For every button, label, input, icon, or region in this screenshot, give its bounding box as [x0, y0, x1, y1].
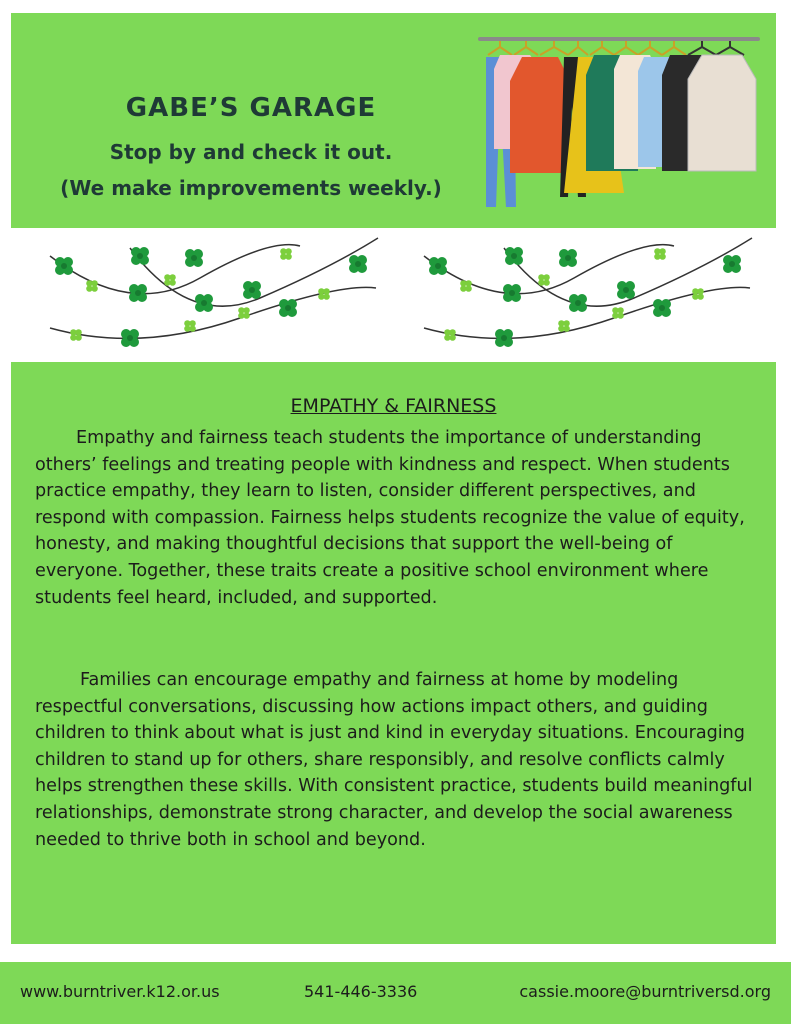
garland-left — [50, 238, 378, 347]
subtitle-note: (We make improvements weekly.) — [60, 176, 442, 200]
garland-right — [424, 238, 752, 347]
header-panel — [11, 13, 776, 228]
paragraph-families: Families can encourage empathy and fairness at home by modeling respectful conversations, discussing how actions impact others, and guiding children to think about what is just and kind in everyday situations. Encouraging children to stand up for others, share responsibly, and resolve conflicts calmly helps strengthen these skills. With consistent practice, students build meaningful relationships, demonstrate strong character, and develop the social awareness needed to thrive both in school and beyond. — [35, 670, 753, 850]
email-link[interactable]: cassie.moore@burntriversd.org — [519, 982, 771, 1001]
subtitle: Stop by and check it out. — [109, 140, 393, 164]
shamrock-garland — [0, 228, 791, 362]
phone-number[interactable]: 541-446-3336 — [304, 982, 418, 1001]
footer — [0, 962, 791, 1024]
clothing-rack-illustration — [474, 33, 766, 213]
section-title: EMPATHY & FAIRNESS — [290, 395, 497, 417]
page-title: GABE’S GARAGE — [125, 93, 377, 123]
website-link[interactable]: www.burntriver.k12.or.us — [20, 982, 220, 1001]
content-panel — [11, 362, 776, 944]
paragraph-empathy: Empathy and fairness teach students the importance of understanding others’ feelings and treating people with kindness and respect. When students practice empathy, they learn to listen, consider different perspectives, and respond with compassion. Fairness helps students recognize the value of equity, honesty, and making thoughtful decisions that support the well-being of everyone. Together, these traits create a positive school environment where students feel heard, included, and supported. — [35, 428, 745, 608]
